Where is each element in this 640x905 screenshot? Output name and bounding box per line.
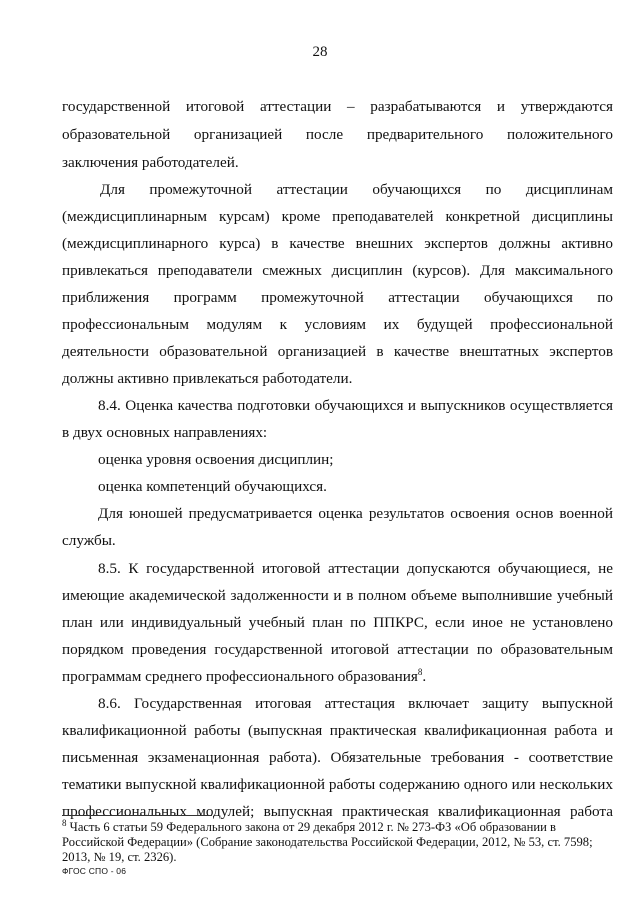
text-line: план или индивидуальный учебный план по ППКРС, если иное не установлено: [62, 614, 613, 631]
text-line: (междисциплинарным курсам) кроме преподавателей конкретной дисциплины: [62, 208, 613, 225]
text-line: в двух основных направлениях:: [62, 424, 268, 441]
text-line: программам среднего профессионального образования$^8$.: [62, 666, 427, 685]
text-line: тематики выпускной квалификационной работы содержанию одного или нескольких: [62, 776, 613, 793]
text-line: Для юношей предусматривается оценка результатов освоения основ военной: [98, 505, 613, 522]
footnote-mark: 8: [62, 817, 67, 828]
text-line: Для промежуточной аттестации обучающихся по дисциплинам: [100, 181, 613, 198]
text-line: образовательной организацией после предварительного положительного: [62, 126, 613, 143]
text-line: государственной итоговой аттестации – разрабатываются и утверждаются: [62, 98, 613, 115]
text-line: деятельности образовательной организацией в качестве внештатных экспертов: [62, 343, 613, 360]
text-line: 8.6. Государственная итоговая аттестация включает защиту выпускной: [98, 695, 613, 712]
text-line: заключения работодателей.: [62, 154, 239, 171]
text-line: порядком проведения государственной итоговой аттестации по образовательным: [62, 641, 613, 658]
text-line: письменная экзаменационная работа). Обязательные требования - соответствие: [62, 749, 613, 766]
text-line: привлекаться преподаватели смежных дисциплин (курсов). Для максимального: [62, 262, 613, 279]
text-line: приближения программ промежуточной аттестации обучающихся по: [62, 289, 613, 306]
footnote-line: [62, 817, 613, 835]
text-line: квалификационной работы (выпускная практическая квалификационная работа и: [62, 722, 613, 739]
text-line: 8.5. К государственной итоговой аттестации допускаются обучающиеся, не: [98, 560, 613, 577]
footnote-line: Российской Федерации» (Собрание законодательства Российской Федерации, 2012, № 53, ст. 7598;: [62, 835, 593, 849]
list-item: оценка уровня освоения дисциплин;: [98, 451, 334, 468]
list-item: оценка компетенций обучающихся.: [98, 478, 327, 495]
text-line-content: программам среднего профессионального образования: [62, 668, 418, 685]
footnote-line: 2013, № 19, ст. 2326).: [62, 850, 177, 864]
text-line: службы.: [62, 532, 116, 549]
footnote-reference[interactable]: 8: [417, 666, 423, 677]
page-number: 28: [312, 44, 328, 60]
text-line: 8.4. Оценка качества подготовки обучающихся и выпускников осуществляется: [98, 397, 613, 414]
text-line: должны активно привлекаться работодатели.: [62, 370, 353, 387]
text-line: профессиональных модулей; выпускная практическая квалификационная работа: [62, 803, 613, 820]
text-line: имеющие академической задолженности и в полном объеме выполнившие учебный: [62, 587, 613, 604]
footnote-text: Часть 6 статьи 59 Федерального закона от 29 декабря 2012 г. № 273-ФЗ «Об образовании в: [69, 820, 556, 834]
text-line: (междисциплинарного курса) в качестве внешних экспертов должны активно: [62, 235, 613, 252]
text-line: профессиональным модулям к условиям их будущей профессиональной: [62, 316, 613, 333]
footnote-divider: [62, 815, 212, 816]
document-code: ФГОС СПО - 06: [62, 866, 127, 876]
